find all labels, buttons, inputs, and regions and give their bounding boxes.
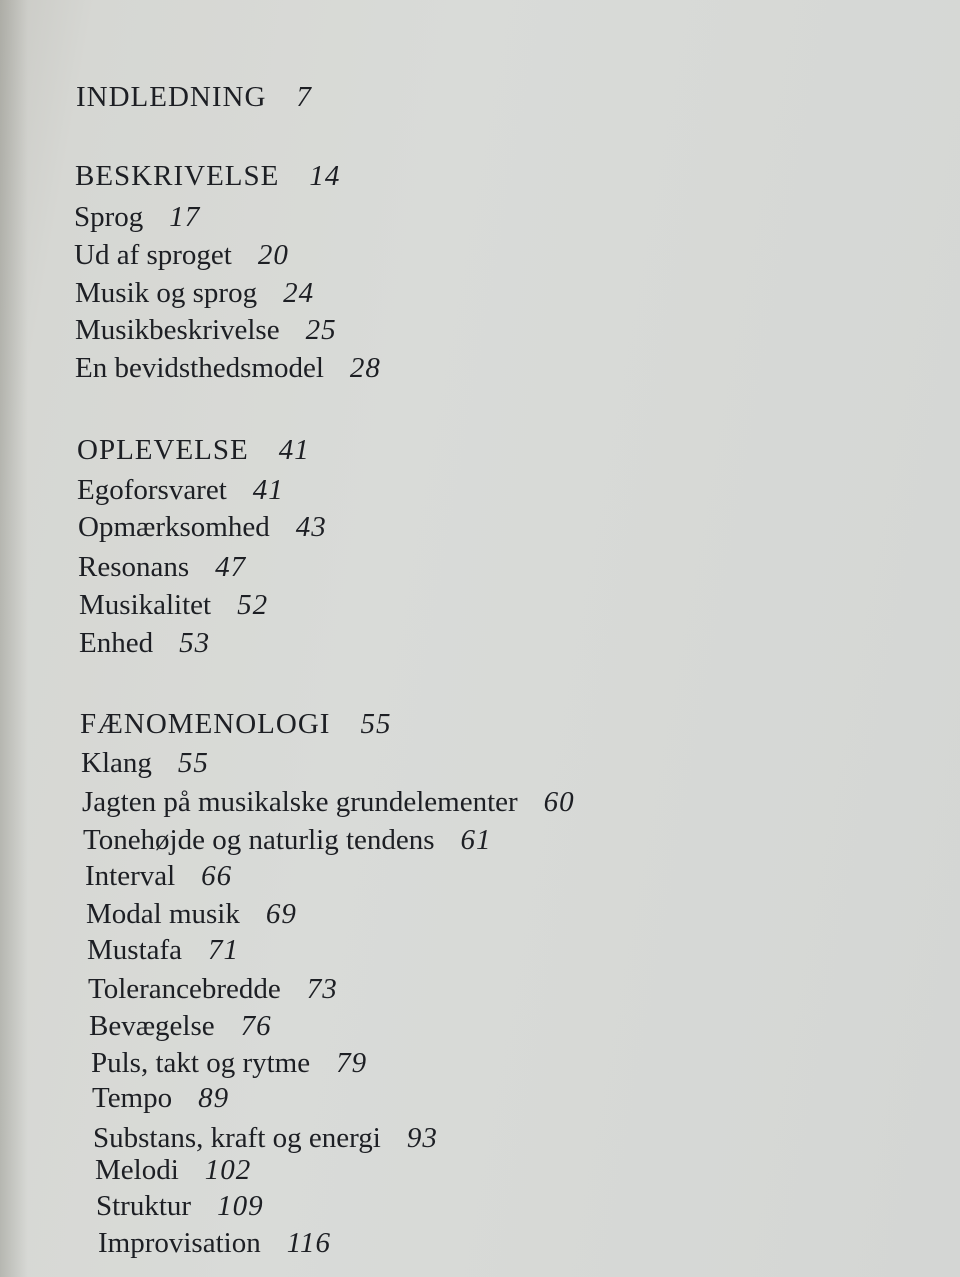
toc-item <box>88 972 338 1006</box>
toc-item-page: 93 <box>406 1122 438 1154</box>
toc-item-title: Tonehøjde og naturlig tendens <box>83 824 435 856</box>
toc-heading-title: FÆNOMENOLOGI <box>80 708 331 740</box>
toc-item-page: 61 <box>460 824 492 856</box>
toc-item-page: 76 <box>240 1010 272 1042</box>
toc-item-title: Opmærksomhed <box>78 511 270 543</box>
toc-item <box>98 1226 331 1260</box>
toc-item-page: 43 <box>295 511 327 543</box>
toc-heading-beskrivelse <box>75 159 340 193</box>
toc-item-title: Modal musik <box>86 898 240 930</box>
toc-item-page: 109 <box>217 1190 264 1222</box>
toc-item-title: Struktur <box>96 1190 192 1222</box>
toc-heading-faenomenologi <box>80 707 391 741</box>
toc-item-title: Mustafa <box>87 934 183 966</box>
toc-heading-page: 14 <box>309 160 341 192</box>
toc-item-title: Enhed <box>79 627 154 659</box>
toc-item-title: Jagten på musikalske grundelementer <box>82 786 518 818</box>
toc-heading-page: 7 <box>296 81 312 113</box>
toc-item <box>92 1081 229 1115</box>
toc-item-page: 25 <box>305 314 337 346</box>
toc-item-page: 116 <box>286 1227 332 1259</box>
toc-item-page: 60 <box>543 786 575 818</box>
toc-item <box>77 473 284 507</box>
toc-item <box>74 200 200 234</box>
toc-item <box>78 550 246 584</box>
toc-item <box>78 510 327 544</box>
toc-item-page: 53 <box>179 627 211 659</box>
toc-item-page: 17 <box>169 201 201 233</box>
toc-item-page: 66 <box>201 860 233 892</box>
toc-item-page: 41 <box>252 474 284 506</box>
toc-item <box>89 1009 272 1043</box>
toc-item-page: 28 <box>349 352 381 384</box>
toc-item <box>96 1189 264 1223</box>
toc-item-title: Sprog <box>74 201 144 233</box>
toc-heading-title: INDLEDNING <box>76 81 267 113</box>
toc-item-title: Musikbeskrivelse <box>75 314 280 346</box>
toc-item <box>79 588 268 622</box>
toc-item-page: 24 <box>283 277 315 309</box>
toc-item-title: Musik og sprog <box>75 277 258 309</box>
toc-item-page: 102 <box>204 1154 252 1186</box>
toc-item-page: 89 <box>198 1082 230 1114</box>
toc-heading-page: 41 <box>278 434 310 466</box>
toc-item-title: Tolerancebredde <box>88 973 281 1005</box>
toc-item <box>95 1153 251 1187</box>
toc-item-page: 79 <box>336 1047 368 1079</box>
toc-item <box>75 276 314 310</box>
toc-item-title: Melodi <box>95 1154 179 1186</box>
toc-item-title: Egoforsvaret <box>77 474 227 506</box>
toc-item <box>93 1121 438 1155</box>
toc-item-title: Interval <box>85 860 176 892</box>
toc-item <box>75 313 337 347</box>
toc-heading-title: OPLEVELSE <box>77 434 249 466</box>
toc-heading-oplevelse <box>77 433 310 467</box>
toc-item <box>91 1046 367 1080</box>
toc-item-title: Klang <box>81 747 152 779</box>
toc-item-page: 47 <box>215 551 247 583</box>
toc-item <box>75 351 381 385</box>
toc-item-page: 71 <box>208 934 240 966</box>
toc-item-page: 20 <box>257 239 289 271</box>
toc-item <box>86 897 297 931</box>
toc-item-title: Improvisation <box>98 1227 261 1259</box>
toc-item-title: En bevidsthedsmodel <box>75 352 324 384</box>
toc-item <box>74 238 289 272</box>
toc-item <box>87 933 239 967</box>
toc-heading-page: 55 <box>360 708 392 740</box>
toc-item <box>81 746 209 780</box>
toc-heading-title: BESKRIVELSE <box>75 160 280 192</box>
toc-item-title: Musikalitet <box>79 589 212 621</box>
toc-item-title: Resonans <box>78 551 190 583</box>
toc-item-title: Ud af sproget <box>74 239 232 271</box>
toc-item <box>79 626 210 660</box>
toc-item-page: 52 <box>237 589 269 621</box>
toc-item-page: 73 <box>306 973 338 1005</box>
toc-item-title: Tempo <box>92 1082 173 1114</box>
toc-item <box>82 785 575 819</box>
toc-item <box>85 859 232 893</box>
toc-heading-indledning <box>76 80 312 114</box>
toc-item-title: Puls, takt og rytme <box>91 1047 311 1079</box>
toc-item <box>83 823 492 857</box>
toc-item-page: 69 <box>265 898 297 930</box>
toc-item-page: 55 <box>177 747 209 779</box>
toc-item-title: Substans, kraft og energi <box>93 1122 381 1154</box>
toc-item-title: Bevægelse <box>89 1010 215 1042</box>
